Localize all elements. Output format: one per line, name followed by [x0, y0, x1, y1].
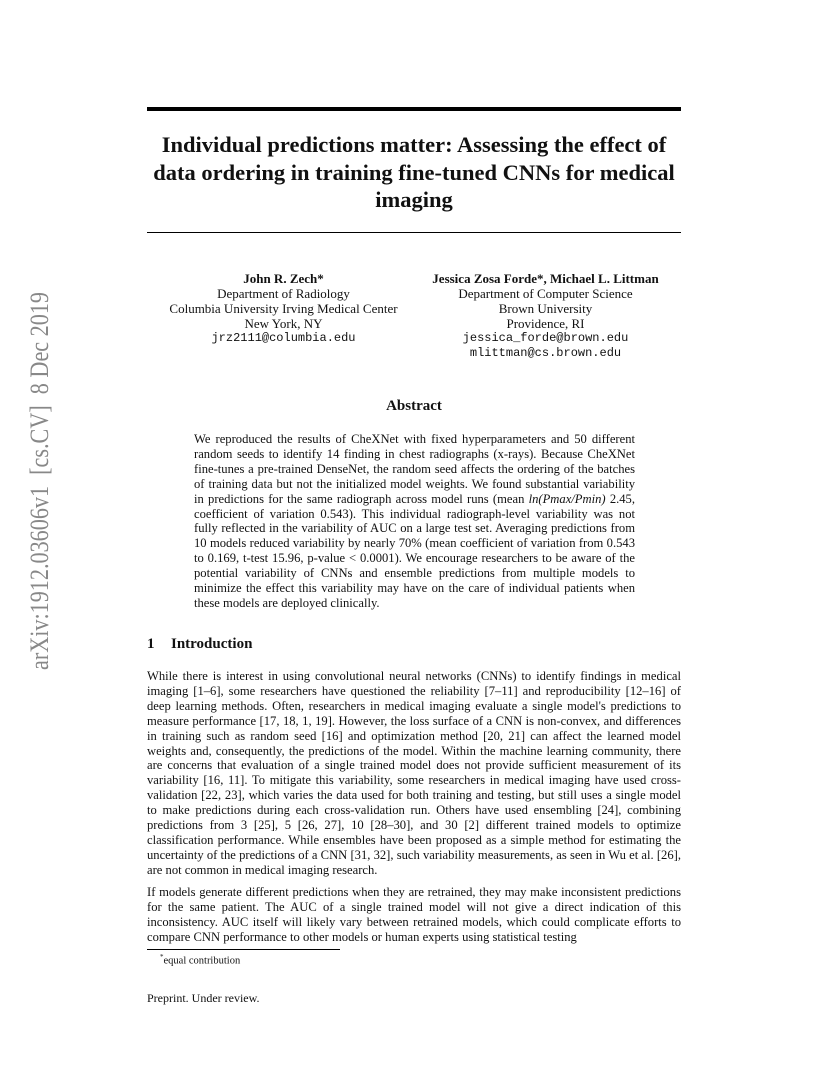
author-block-1: [155, 271, 412, 346]
arxiv-stamp: [18, 290, 54, 670]
footnote-text: equal contribution: [163, 955, 241, 967]
paper-title: Individual predictions matter: Assessing the effect of data ordering in training fine-tuned CNNs for medical imaging: [153, 132, 675, 212]
section-number: 1: [147, 636, 155, 652]
author-department: Department of Computer Science: [458, 286, 633, 301]
author-email[interactable]: jessica_forde@brown.edu: [462, 331, 629, 345]
footnote-rule: [147, 949, 340, 950]
footnote: [160, 953, 240, 967]
author-email[interactable]: mlittman@cs.brown.edu: [469, 346, 622, 360]
abstract-text: [194, 432, 635, 611]
author-location: Providence, RI: [506, 316, 585, 331]
author-name: Jessica Zosa Forde*, Michael L. Littman: [432, 271, 659, 286]
title-top-rule: [147, 107, 681, 111]
abstract-text-part-2: 2.45, coefficient of variation 0.543). This individual radiograph-level variability was not fully reflected in the variability of AUC on a large test set. Averaging predictions from 10 models reduced variability by nearly 70% (mean coefficient of variation from 0.543 to 0.169, t-test 15.96, p-value < 0.0001). We encourage researchers to be aware of the potential variability of CNNs and ensemble predictions from multiple models to minimize the effect this variability may have on the care of individual patients when these models are deployed clinically.: [194, 491, 635, 610]
author-institution: Columbia University Irving Medical Center: [169, 301, 398, 316]
author-institution: Brown University: [498, 301, 593, 316]
introduction-paragraph-1: While there is interest in using convolutional neural networks (CNNs) to identify findings in medical imaging [1–6], some researchers have questioned the reliability [7–11] and reproducibility [12–16] of deep learning methods. Often, researchers in medical imaging evaluate a single model's predictions to measure performance [17, 18, 1, 19]. However, the loss surface of a CNN is non-convex, and differences in training such as random seed [16] and optimization method [20, 21] can affect the learned model weights and, consequently, the predictions of the model. Within the machine learning community, there are concerns that evaluation of a single trained model does not provide sufficient measurement of its variability [16, 11]. To mitigate this variability, some researchers in medical imaging have used cross-validation [22, 23], which varies the data used for both training and testing, but still uses a single model to make predictions during each cross-validation run. Others have used ensembling [24], combining predictions from 3 [25], 5 [26, 27], 10 [28–30], and 30 [2] different trained models to optimize classification performance. While ensembles have been proposed as a simple method for estimating the uncertainty of the predictions of a CNN [31, 32], such variability measurements, as seen in Wu et al. [26], are not common in medical imaging research.: [147, 669, 681, 877]
introduction-paragraph-2: If models generate different predictions when they are retrained, they may make inconsistent predictions for the same patient. The AUC of a single trained model will not give a direct indication of this inconsistency. AUC itself will likely vary between retrained models, which could complicate efforts to compare CNN performance to other models or human experts using statistical testing: [147, 885, 681, 944]
section-heading-introduction: [147, 636, 252, 653]
preprint-note: Preprint. Under review.: [147, 991, 260, 1005]
abstract-text-part-1: We reproduced the results of CheXNet with fixed hyperparameters and 50 different random seeds to identify 14 finding in chest radiographs (x-rays). Because CheXNet fine-tunes a pre-trained DenseNet, the random seed affects the ordering of the batches of training data but not the initialized model weights. We found substantial variability in predictions for the same radiograph across model runs (mean: [194, 432, 635, 506]
author-block-2: [413, 271, 678, 361]
section-title: Introduction: [171, 636, 253, 652]
author-name: John R. Zech*: [243, 271, 324, 286]
arxiv-identifier: arXiv:1912.03606v1 [cs.CV] 8 Dec 2019: [24, 290, 54, 670]
footnote-marker: *: [160, 953, 164, 961]
author-email[interactable]: jrz2111@columbia.edu: [211, 331, 356, 345]
author-department: Department of Radiology: [217, 286, 350, 301]
abstract-math-expression: ln(Pmax/Pmin): [528, 491, 606, 506]
author-location: New York, NY: [244, 316, 323, 331]
abstract-heading: Abstract: [386, 398, 442, 414]
title-bottom-rule: [147, 232, 681, 233]
